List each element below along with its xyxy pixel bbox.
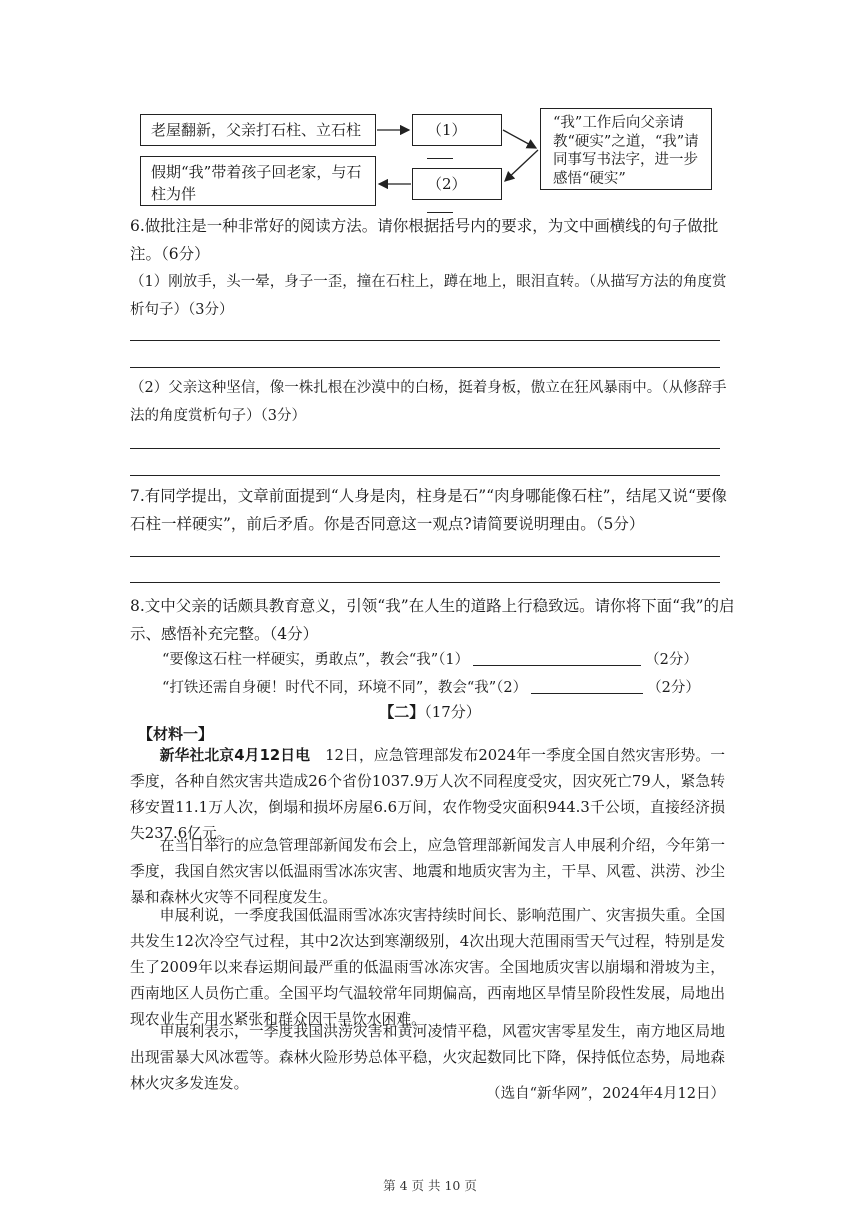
- section-title: 【二】: [379, 703, 425, 721]
- article-paragraph-3: 申展利说，一季度我国低温雨雪冰冻灾害持续时间长、影响范围广、灾害损失重。全国共发生12次冷空气过程，其中2次达到寒潮级别，4次出现大范围雨雪天气过程，特别是发生了2009年以来春运期间最严重的低温雨雪冰冻灾害。全国地质灾害以崩塌和滑坡为主，西南地区人员伤亡重。全国平均气温较常年同期偏高，西南地区旱情呈阶段性发展，局地出现农业生产用水紧张和群众因干旱饮水困难。: [130, 907, 725, 1028]
- question-8-line-2: [162, 676, 700, 700]
- answer-line-6-2b: [130, 475, 720, 476]
- question-6-stem: 6.做批注是一种非常好的阅读方法。请你根据括号内的要求，为文中画横线的句子做批注。（6分）: [130, 217, 719, 263]
- arrow-work-to-blank2: [505, 150, 538, 181]
- article-source: （选自“新华网”，2024年4月12日）: [486, 1086, 725, 1102]
- material-one-heading: 【材料一】: [138, 725, 214, 743]
- answer-line-6-2a: [130, 448, 720, 449]
- page-footer: 第 4 页 共 10 页: [383, 1178, 477, 1193]
- article-paragraph-4: 申展利表示，一季度我国洪涝灾害和黄河凌情平稳，风雹灾害零星发生，南方地区局地出现雷暴大风冰雹等。森林火险形势总体平稳，火灾起数同比下降，保持低位态势，局地森林火灾多发连发。: [130, 1023, 725, 1092]
- question-6-sub-1: （1）刚放手，头一晕，身子一歪，撞在石柱上，蹲在地上，眼泪直转。（从描写方法的角度赏析句子）（3分）: [130, 274, 727, 318]
- flow-box-work-text: “我”工作后向父亲请教“硬实”之道，“我”请同事写书法字，进一步感悟“硬实”: [553, 115, 699, 187]
- answer-line-7a: [130, 556, 720, 557]
- flow-box-blank-2-label: （2）: [427, 175, 467, 193]
- answer-line-7b: [130, 582, 720, 583]
- flow-box-vacation-text: 假期“我”带着孩子回老家，与石柱为伴: [151, 163, 362, 203]
- question-8-line-1-score: （2分）: [645, 652, 698, 668]
- question-8-line-2-score: （2分）: [647, 680, 700, 696]
- answer-line-6-1b: [130, 367, 720, 368]
- question-8-line-1: [162, 648, 698, 672]
- question-6-sub-2: （2）父亲这种坚信，像一株扎根在沙漠中的白杨，挺着身板，傲立在狂风暴雨中。（从修辞手法的角度赏析句子）（3分）: [130, 380, 727, 424]
- question-8-line-2-text: “打铁还需自身硬！时代不同，环境不同”，教会“我”（2）: [162, 680, 528, 696]
- flow-box-blank-1-label: （1）: [427, 121, 467, 139]
- answer-line-6-1a: [130, 340, 720, 341]
- question-8-line-1-text: “要像这石柱一样硬实，勇敢点”，教会“我”（1）: [162, 652, 470, 668]
- question-7-stem: 7.有同学提出，文章前面提到“人身是肉，柱身是石”“肉身哪能像石柱”，结尾又说“要像石柱一样硬实”，前后矛盾。你是否同意这一观点?请简要说明理由。（5分）: [130, 487, 727, 533]
- article-paragraph-1: [130, 743, 725, 847]
- question-8-stem: 8.文中父亲的话颇具教育意义，引领“我”在人生的道路上行稳致远。请你将下面“我”的启示、感悟补充完整。（4分）: [130, 597, 735, 643]
- flow-box-renovation-text: 老屋翻新，父亲打石柱、立石柱: [151, 121, 362, 139]
- question-8-blank-2[interactable]: [531, 693, 643, 694]
- flow-arrows: [0, 0, 860, 220]
- article-paragraph-2: 在当日举行的应急管理部新闻发布会上，应急管理部新闻发言人申展利介绍，今年第一季度，我国自然灾害以低温雨雪冰冻灾害、地震和地质灾害为主，干旱、风雹、洪涝、沙尘暴和森林火灾等不同程度发生。: [130, 837, 725, 906]
- section-score: （17分）: [424, 703, 481, 721]
- question-8-blank-1[interactable]: [473, 665, 641, 666]
- section-heading: [0, 701, 860, 723]
- arrow-blank1-to-work: [503, 130, 536, 148]
- article-p1-text: 12日，应急管理部发布2024年一季度全国自然灾害形势。一季度，各种自然灾害共造成26个省份1037.9万人次不同程度受灾，因灾死亡79人，紧急转移安置11.1万人次，倒塌和损坏房屋6.6万间，农作物受灾面积944.3千公顷，直接经济损失237.6亿元。: [130, 747, 725, 842]
- article-dateline: 新华社北京4月12日电: [159, 747, 311, 764]
